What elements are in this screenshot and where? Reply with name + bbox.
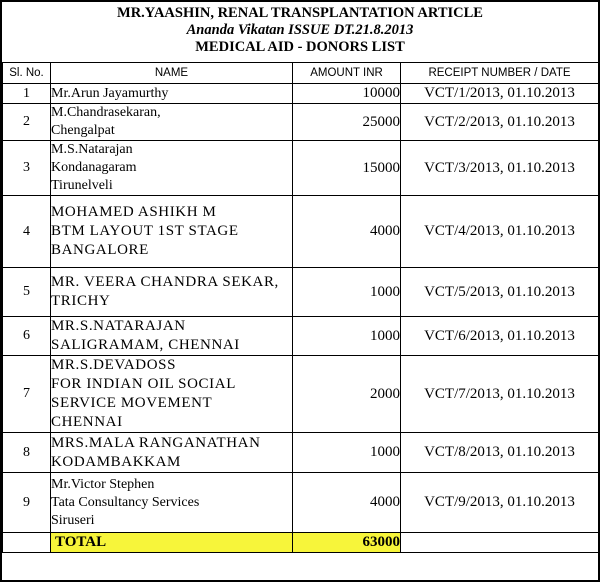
table-row <box>3 433 599 473</box>
donor-name-line: MR.S.DEVADOSS <box>51 357 177 373</box>
amount-cell: 1000 <box>293 268 401 317</box>
amount-cell: 4000 <box>293 473 401 533</box>
donor-name-line: M.S.Natarajan <box>51 142 133 157</box>
table-row <box>3 268 599 317</box>
donor-name-line: FOR INDIAN OIL SOCIAL <box>51 376 236 392</box>
donor-name-cell <box>51 356 293 433</box>
donor-name-line: MR.S.NATARAJAN <box>51 318 186 334</box>
total-sl-blank <box>3 533 51 553</box>
receipt-cell: VCT/9/2013, 01.10.2013 <box>401 473 599 533</box>
table-header-row <box>3 63 599 84</box>
article-title: MR.YAASHIN, RENAL TRANSPLANTATION ARTICLE <box>117 5 483 21</box>
table-row <box>3 141 599 196</box>
donor-name-line: Mr.Arun Jayamurthy <box>51 85 169 101</box>
donor-name-line: Siruseri <box>51 512 95 528</box>
sl-no-cell: 4 <box>3 196 51 268</box>
donor-name-line: KODAMBAKKAM <box>51 453 181 470</box>
sl-no-cell: 5 <box>3 268 51 317</box>
sl-no-cell: 8 <box>3 433 51 473</box>
donor-name-line: MR. VEERA CHANDRA SEKAR, <box>51 274 279 290</box>
table-row <box>3 104 599 141</box>
donor-name-line: CHENNAI <box>51 414 123 430</box>
donor-name-line: BTM LAYOUT 1ST STAGE <box>51 223 239 239</box>
donor-name-cell <box>51 104 293 141</box>
amount-cell: 15000 <box>293 141 401 196</box>
donor-name-cell <box>51 473 293 533</box>
total-label: TOTAL <box>51 533 293 553</box>
table-row <box>3 317 599 356</box>
total-row <box>3 533 599 553</box>
sl-no-cell: 9 <box>3 473 51 533</box>
donor-name-line: TRICHY <box>51 293 111 309</box>
donor-name-cell <box>51 433 293 473</box>
receipt-cell: VCT/5/2013, 01.10.2013 <box>401 268 599 317</box>
donor-name-line: SERVICE MOVEMENT <box>51 395 213 411</box>
sl-no-cell: 3 <box>3 141 51 196</box>
receipt-cell: VCT/4/2013, 01.10.2013 <box>401 196 599 268</box>
donor-name-cell <box>51 268 293 317</box>
donor-name-line: SALIGRAMAM, CHENNAI <box>51 337 240 353</box>
issue-line: Ananda Vikatan ISSUE DT.21.8.2013 <box>186 22 414 38</box>
sl-no-cell: 1 <box>3 84 51 104</box>
table-row <box>3 84 599 104</box>
column-header-name: NAME <box>51 63 293 84</box>
donor-name-line: Mr.Victor Stephen <box>51 476 155 492</box>
column-header-sl-no: Sl. No. <box>3 63 51 84</box>
donor-name-line: Tata Consultancy Services <box>51 494 200 510</box>
receipt-cell: VCT/6/2013, 01.10.2013 <box>401 317 599 356</box>
total-amount: 63000 <box>293 533 401 553</box>
receipt-cell: VCT/2/2013, 01.10.2013 <box>401 104 599 141</box>
donor-name-line: Kondanagaram <box>51 160 137 175</box>
donor-name-line: MRS.MALA RANGANATHAN <box>51 434 261 451</box>
list-title: MEDICAL AID - DONORS LIST <box>195 39 405 55</box>
donors-table <box>2 62 599 553</box>
receipt-cell: VCT/7/2013, 01.10.2013 <box>401 356 599 433</box>
sl-no-cell: 2 <box>3 104 51 141</box>
donor-name-cell <box>51 196 293 268</box>
receipt-cell: VCT/8/2013, 01.10.2013 <box>401 433 599 473</box>
donor-name-line: BANGALORE <box>51 242 149 258</box>
donor-name-line: MOHAMED ASHIKH M <box>51 204 217 220</box>
donor-name-line: Tirunelveli <box>51 178 113 193</box>
table-row <box>3 473 599 533</box>
column-header-amount: AMOUNT INR <box>293 63 401 84</box>
column-header-receipt: RECEIPT NUMBER / DATE <box>401 63 599 84</box>
receipt-cell: VCT/3/2013, 01.10.2013 <box>401 141 599 196</box>
table-row <box>3 356 599 433</box>
amount-cell: 10000 <box>293 84 401 104</box>
donor-name-line: Chengalpat <box>51 123 115 138</box>
donor-name-cell <box>51 141 293 196</box>
amount-cell: 2000 <box>293 356 401 433</box>
sl-no-cell: 6 <box>3 317 51 356</box>
amount-cell: 4000 <box>293 196 401 268</box>
amount-cell: 1000 <box>293 317 401 356</box>
donor-name-cell <box>51 317 293 356</box>
amount-cell: 25000 <box>293 104 401 141</box>
table-row <box>3 196 599 268</box>
donor-name-cell <box>51 84 293 104</box>
receipt-cell: VCT/1/2013, 01.10.2013 <box>401 84 599 104</box>
sl-no-cell: 7 <box>3 356 51 433</box>
donor-name-line: M.Chandrasekaran, <box>51 105 161 120</box>
amount-cell: 1000 <box>293 433 401 473</box>
total-receipt-blank <box>401 533 599 553</box>
